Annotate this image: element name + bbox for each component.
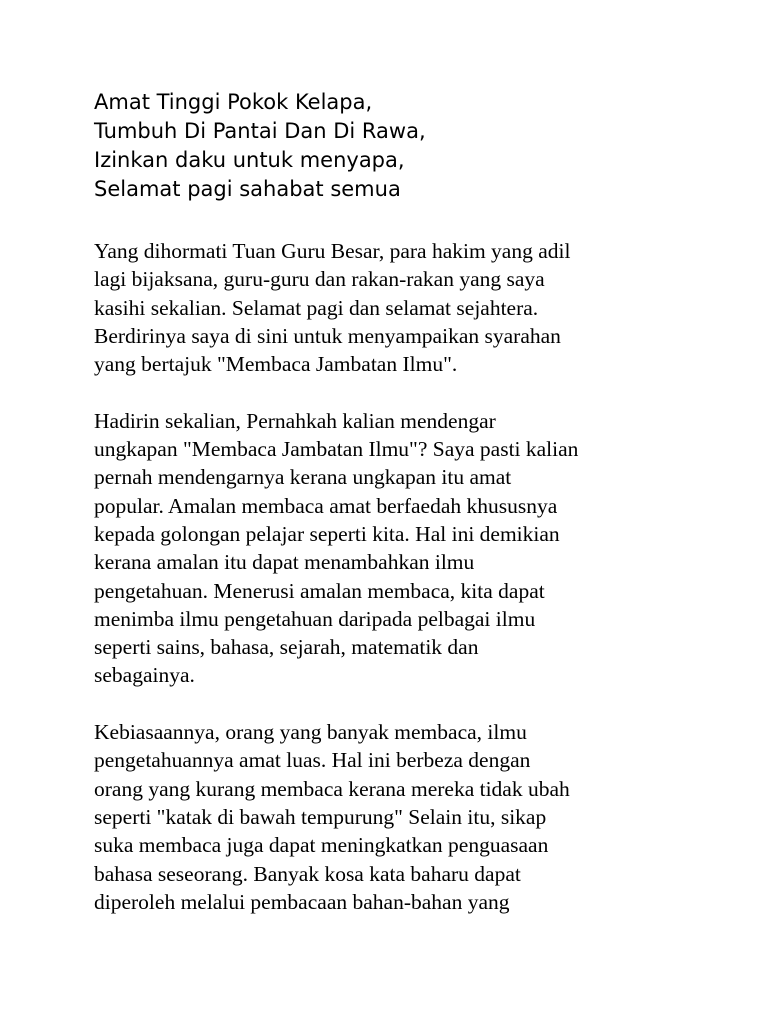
- text-line: pengetahuannya amat luas. Hal ini berbeza dengan: [94, 748, 531, 773]
- text-line: diperoleh melalui pembacaan bahan-bahan yang: [94, 889, 510, 914]
- text-line: lagi bijaksana, guru-guru dan rakan-rakan yang saya: [94, 267, 545, 292]
- paragraph-third: [94, 718, 694, 916]
- text-line: kerana amalan itu dapat menambahkan ilmu: [94, 550, 475, 575]
- text-line: kepada golongan pelajar seperti kita. Hal ini demikian: [94, 521, 560, 546]
- text-line: Hadirin sekalian, Pernahkah kalian mendengar: [94, 408, 496, 433]
- speech-body: [94, 237, 694, 944]
- pantun-line: Selamat pagi sahabat semua: [94, 177, 401, 201]
- pantun-line: Izinkan daku untuk menyapa,: [94, 148, 405, 172]
- text-line: Yang dihormati Tuan Guru Besar, para hakim yang adil: [94, 239, 571, 263]
- paragraph-opening: [94, 237, 694, 378]
- text-line: Berdirinya saya di sini untuk menyampaikan syarahan: [94, 323, 561, 348]
- text-line: popular. Amalan membaca amat berfaedah khususnya: [94, 493, 558, 518]
- text-line: orang yang kurang membaca kerana mereka tidak ubah: [94, 776, 570, 801]
- text-line: suka membaca juga dapat meningkatkan penguasaan: [94, 833, 549, 858]
- text-line: pernah mendengarnya kerana ungkapan itu amat: [94, 465, 512, 490]
- text-line: kasihi sekalian. Selamat pagi dan selamat sejahtera.: [94, 295, 539, 320]
- text-line: seperti "katak di bawah tempurung" Selain itu, sikap: [94, 804, 547, 829]
- text-line: pengetahuan. Menerusi amalan membaca, kita dapat: [94, 578, 545, 603]
- pantun-line: Tumbuh Di Pantai Dan Di Rawa,: [94, 119, 426, 143]
- text-line: yang bertajuk "Membaca Jambatan Ilmu".: [94, 352, 458, 377]
- pantun-line: Amat Tinggi Pokok Kelapa,: [94, 90, 373, 114]
- text-line: bahasa seseorang. Banyak kosa kata baharu dapat: [94, 861, 521, 886]
- text-line: sebagainya.: [94, 663, 195, 688]
- pantun-verse: [94, 88, 714, 204]
- text-line: Kebiasaannya, orang yang banyak membaca, ilmu: [94, 720, 527, 745]
- text-line: menimba ilmu pengetahuan daripada pelbagai ilmu: [94, 606, 536, 631]
- paragraph-second: [94, 407, 694, 690]
- text-line: seperti sains, bahasa, sejarah, matematik dan: [94, 635, 479, 660]
- text-line: ungkapan "Membaca Jambatan Ilmu"? Saya pasti kalian: [94, 437, 579, 462]
